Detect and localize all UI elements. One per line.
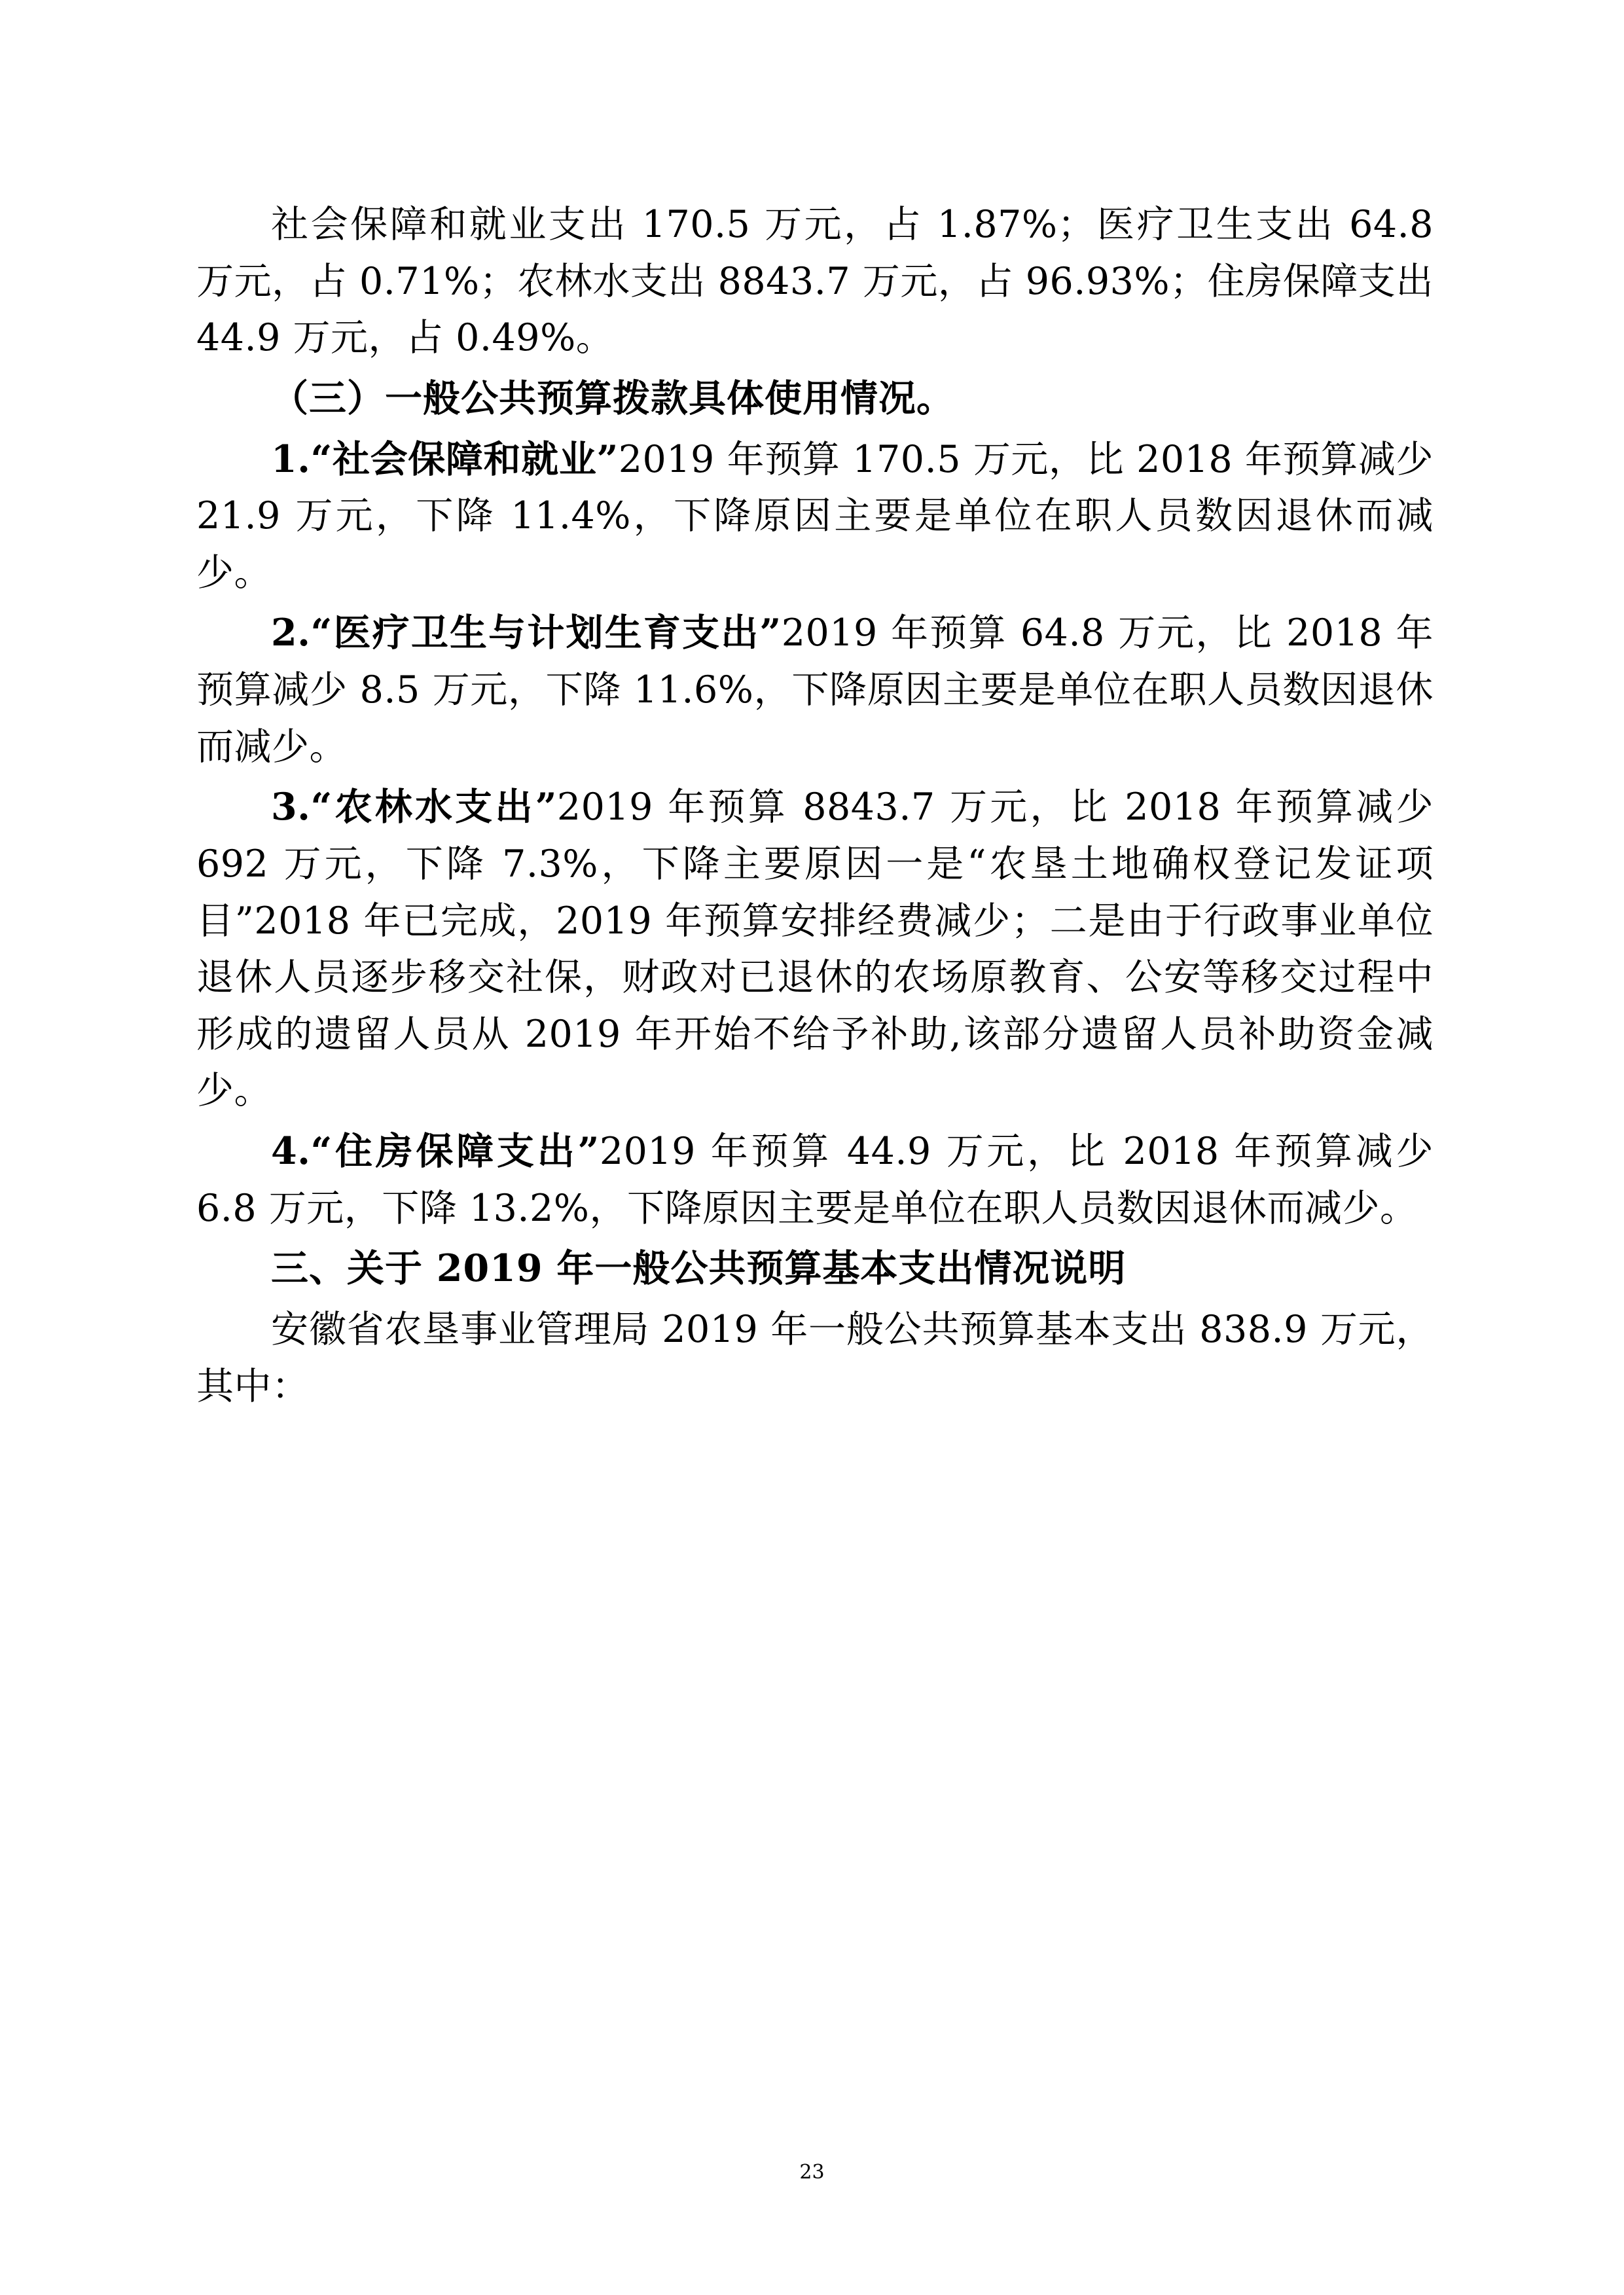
paragraph-housing-security-text: 2019 年预算 44.9 万元，比 2018 年预算减少 6.8 万元，下降 13.2%，下降原因主要是单位在职人员数因退休而减少。 <box>196 1130 1434 1230</box>
paragraph-agriculture-forestry-water-lead: 3.“农林水支出” <box>271 785 557 829</box>
paragraph-basic-expenditure: 安徽省农垦事业管理局 2019 年一般公共预算基本支出 838.9 万元，其中： <box>196 1307 1434 1408</box>
paragraph-health-family-planning-text: 2019 年预算 64.8 万元，比 2018 年预算减少 8.5 万元，下降 11.6%，下降原因主要是单位在职人员数因退休而减少。 <box>196 611 1434 768</box>
paragraph-social-security-lead: 1.“社会保障和就业” <box>271 437 619 481</box>
paragraph-housing-security-lead: 4.“住房保障支出” <box>271 1129 600 1173</box>
heading-section-three-subsection: （三）一般公共预算拨款具体使用情况。 <box>271 376 954 420</box>
paragraph-housing-security <box>196 1123 1434 1237</box>
paragraph-agriculture-forestry-water-text: 2019 年预算 8843.7 万元，比 2018 年预算减少 692 万元，下降 7.3%，下降主要原因一是“农垦土地确权登记发证项目”2018 年已完成，2019 年预算安排经费减少；二是由于行政事业单位退休人员逐步移交社保，财政对已退休的农场原教育、公安等移交过程中形成的遗留人员从 2019 年开始不给予补助,该部分遗留人员补助资金减少。 <box>196 786 1434 1113</box>
paragraph-health-family-planning <box>196 605 1434 775</box>
paragraph-social-security <box>196 431 1434 602</box>
paragraph-social-security-text: 2019 年预算 170.5 万元，比 2018 年预算减少 21.9 万元，下降 11.4%，下降原因主要是单位在职人员数因退休而减少。 <box>196 437 1434 594</box>
document-body <box>196 196 1434 1415</box>
page-number: 23 <box>799 2161 825 2184</box>
paragraph-expenditure-summary: 社会保障和就业支出 170.5 万元，占 1.87%；医疗卫生支出 64.8 万元，占 0.71%；农林水支出 8843.7 万元，占 96.93%；住房保障支出 44.9 万元，占 0.49%。 <box>196 203 1434 360</box>
paragraph-agriculture-forestry-water <box>196 779 1434 1119</box>
paragraph-health-family-planning-lead: 2.“医疗卫生与计划生育支出” <box>271 611 782 655</box>
heading-section-three: 三、关于 2019 年一般公共预算基本支出情况说明 <box>271 1246 1127 1291</box>
